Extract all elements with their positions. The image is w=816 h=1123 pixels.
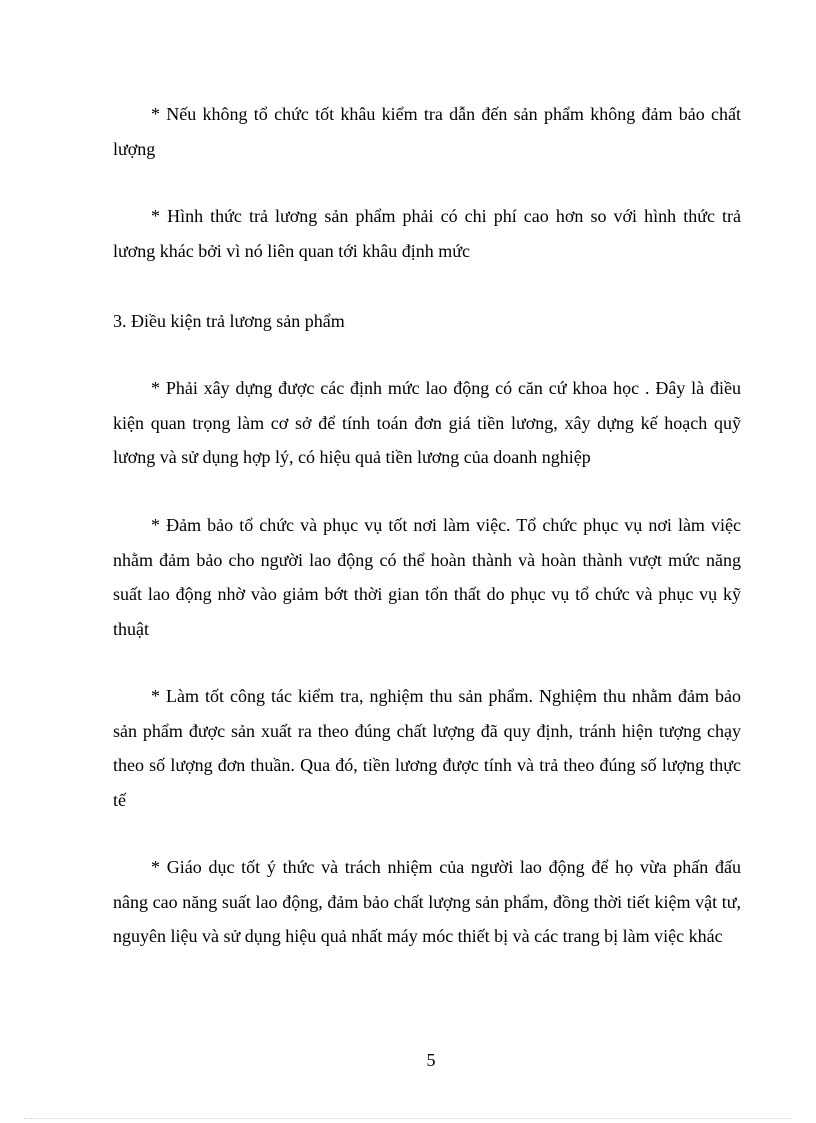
paragraph-cost-comparison: * Hình thức trả lương sản phẩm phải có chi phí cao hơn so với hình thức trả lương khác bởi vì nó liên quan tới khâu định mức: [113, 206, 741, 261]
paragraph-inspection-acceptance: * Làm tốt công tác kiểm tra, nghiệm thu sản phẩm. Nghiệm thu nhằm đảm bảo sản phẩm được sản xuất ra theo đúng chất lượng đã quy định, tránh hiện tượng chạy theo số lượng đơn thuần. Qua đó, tiền lương được tính và trả theo đúng số lượng thực tế: [113, 686, 741, 810]
paragraph-worker-education: * Giáo dục tốt ý thức và trách nhiệm của người lao động để họ vừa phấn đấu nâng cao năng suất lao động, đảm bảo chất lượng sản phẩm, đồng thời tiết kiệm vật tư, nguyên liệu và sử dụng hiệu quả nhất máy móc thiết bị và các trang bị làm việc khác: [113, 857, 741, 946]
section-heading: 3. Điều kiện trả lương sản phẩm: [113, 311, 345, 331]
paragraph-quality-control-risk: * Nếu không tổ chức tốt khâu kiểm tra dẫn đến sản phẩm không đảm bảo chất lượng: [113, 104, 741, 159]
page-bottom-divider: [24, 1118, 792, 1119]
paragraph-labor-norms: * Phải xây dựng được các định mức lao động có căn cứ khoa học . Đây là điều kiện quan trọng làm cơ sở để tính toán đơn giá tiền lương, xây dựng kế hoạch quỹ lương và sử dụng hợp lý, có hiệu quả tiền lương của doanh nghiệp: [113, 378, 741, 467]
page-number: 5: [426, 1050, 436, 1070]
paragraph-workplace-service: * Đảm bảo tổ chức và phục vụ tốt nơi làm việc. Tổ chức phục vụ nơi làm việc nhằm đảm bảo cho người lao động có thể hoàn thành và hoàn thành vượt mức năng suất lao động nhờ vào giảm bớt thời gian tổn thất do phục vụ tổ chức và phục vụ kỹ thuật: [113, 515, 741, 639]
